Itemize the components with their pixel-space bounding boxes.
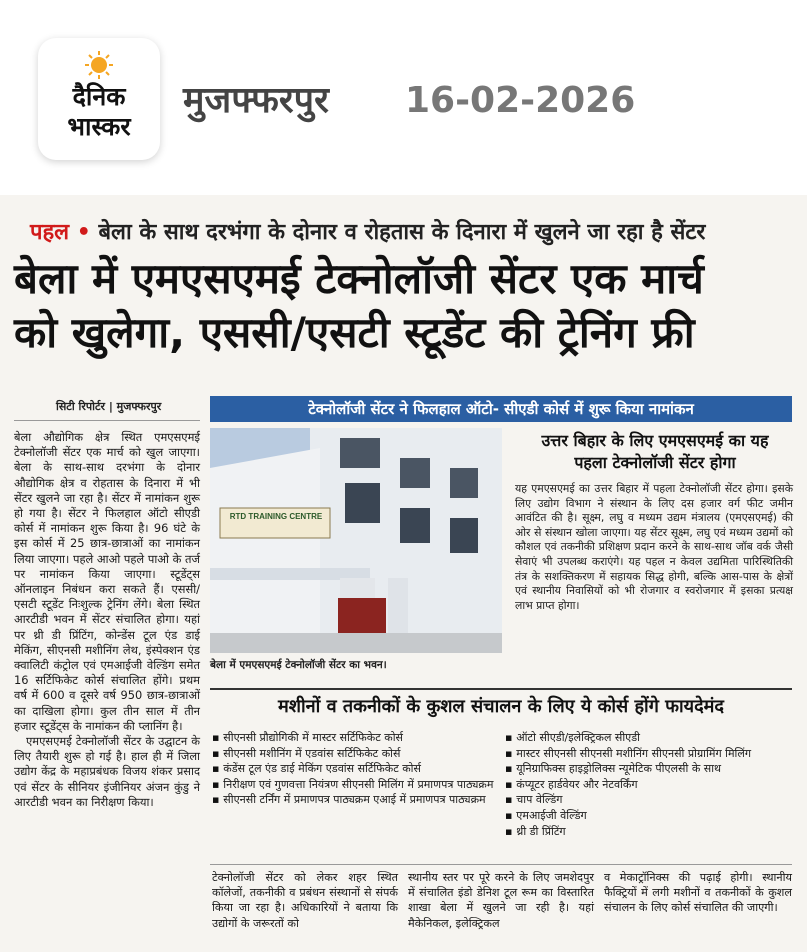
sidebar-heading-line-1: उत्तर बिहार के लिए एमएसएमई का यह [541, 431, 769, 450]
bullet-icon: ▪ [505, 746, 517, 760]
building-photo [210, 428, 502, 653]
bullet-icon: ▪ [505, 731, 517, 744]
section-banner: टेक्नोलॉजी सेंटर ने फिलहाल ऑटो- सीएडी कोर्स में शुरू किया नामांकन [210, 396, 792, 422]
column-1-paragraph-2: एमएसएमई टेक्नोलॉजी सेंटर के उद्घाटन के लिए तैयारी शुरू हो गई है। हाल ही में जिला उद्योग केंद्र के महाप्रबंधक विजय शंकर प्रसाद एवं सेंटर के सीनियर इंजीनियर अंजन कुंडु ने आरटीडी भवन का निरीक्षण किया। [14, 734, 200, 809]
training-centre-sign: RTD TRAINING CENTRE [229, 512, 323, 521]
sidebar-heading [515, 430, 795, 474]
course-item: ▪ मास्टर सीएनसी सीएनसी मशीनिंग सीएनसी प्रोग्रामिंग मिलिंग [505, 746, 752, 760]
kicker-label: पहल • [30, 220, 91, 245]
course-item: ▪ निरीक्षण एवं गुणवत्ता नियंत्रण सीएनसी मिलिंग में प्रमाणपत्र पाठ्यक्रम [212, 777, 494, 791]
course-item: ▪ कंप्यूटर हार्डवेयर और नेटवर्किंग [505, 777, 638, 791]
course-item: ▪ ऑटो सीएडी/इलेक्ट्रिकल सीएडी [505, 731, 640, 744]
sun-icon [84, 50, 114, 80]
headline [14, 252, 794, 360]
kicker-text: बेला के साथ दरभंगा के दोनार व रोहतास के दिनारा में खुलने जा रहा है सेंटर [98, 220, 706, 245]
bottom-column-3: व मेकाट्रॉनिक्स की पढ़ाई होगी। स्थानीय फैक्ट्रियों में लगी मशीनों व तकनीकों के कुशल संचालन के लिए कोर्स संचालित की जाएगी। [604, 871, 792, 915]
bullet-icon: ▪ [505, 808, 517, 822]
courses-heading: मशीनों व तकनीकों के कुशल संचालन के लिए ये कोर्स होंगे फायदेमंद [210, 688, 792, 724]
bullet-icon: ▪ [505, 793, 517, 807]
byline-divider [14, 420, 200, 421]
logo-line-1: दैनिक [72, 82, 126, 111]
course-item: ▪ सीएनसी टर्निंग में प्रमाणपत्र पाठ्यक्रम एआई में प्रमाणपत्र पाठ्यक्रम [212, 793, 486, 807]
kicker [30, 218, 705, 248]
bullet-icon: ▪ [505, 824, 517, 838]
course-item: ▪ थ्री डी प्रिंटिंग [505, 824, 566, 838]
article-column-1 [14, 430, 200, 810]
bottom-divider [210, 864, 792, 865]
sidebar-body: यह एमएसएमई का उत्तर बिहार में पहला टेक्नोलॉजी सेंटर होगा। इसके लिए उद्योग विभाग ने संस्थान के लिए दस हजार वर्ग फीट जमीन आवंटित की है। सूक्ष्म, लघु व मध्यम उद्यम मंत्रालय (एमएसएमई) की ओर से संस्थान खोला जाएगा। यह सेंटर सूक्ष्म, लघु एवं मध्यम उद्यमों को कौशल एवं तकनीकी प्रशिक्षण प्रदान करने के साथ-साथ जॉब वर्क जैसी सेवाएं भी उपलब्ध कराएंगे। यह पहल न केवल उद्यमिता पारिस्थितिकी तंत्र के सशक्तिकरण में सहायक सिद्ध होगी, बल्कि आस-पास के क्षेत्रों एवं स्थानीय निवासियों को भी रोजगार व स्वरोजगार में इसका प्रत्यक्ष लाभ प्राप्त होगा। [515, 482, 793, 612]
bottom-column-2: स्थानीय स्तर पर पूरे करने के लिए जमशेदपुर में संचालित इंडो डेनिश टूल रूम का विस्तारित शाखा बेला में खुलने जा रही है। यहां मैकेनिकल, इलेक्ट्रिकल [408, 871, 594, 930]
course-item: ▪ सीएनसी मशीनिंग में एडवांस सर्टिफिकेट कोर्स [212, 746, 401, 760]
column-1-paragraph-1: बेला औद्योगिक क्षेत्र स्थित एमएसएमई टेक्नोलॉजी सेंटर एक मार्च को खुल जाएगा। बेला के साथ-साथ दरभंगा के दोनार औद्योगिक क्षेत्र व रोहतास के दिनारा में भी सेंटर खुलने जा रहा है। सेंटर में नामांकन शुरू हो गया है। सेंटर ने फिलहाल ऑटो सीएडी कोर्स में नामांकन शुरू किया है। 96 घंटे के इस कोर्स में 25 छात्र-छात्राओं का नामांकन लिया जाएगा। पहले आओ पहले पाओ के तर्ज पर नामांकन किया जाएगा। स्टूडेंट्स ऑनलाइन निबंधन करा सकते हैं। एससी/एसटी स्टूडेंट निःशुल्क ट्रेनिंग लेंगे। बेला स्थित आरटीडी भवन में सेंटर संचालित होगा। यहां पर थ्री डी प्रिंटिंग, कोन्डेंस टूल एंड डाई मेकिंग, सीएनसी मशीनिंग लेथ, इंस्पेक्शन एंड क्वालिटी कंट्रोल एवं एमआईजी वेल्डिंग समेत 16 सर्टिफिकेट कोर्स संचालित होंगे। प्रथम वर्ष में 600 व दूसरे वर्ष 950 छात्र-छात्राओं का दाखिला होगा। कुल तीन साल में तीन हजार स्टूडेंट्स के नामांकन की प्लानिंग है। [14, 430, 200, 733]
courses-list-left [212, 730, 500, 808]
sidebar-heading-line-2: पहला टेक्नोलॉजी सेंटर होगा [574, 453, 736, 472]
building-illustration [210, 428, 502, 653]
logo-line-2: भास्कर [67, 112, 131, 141]
edition-city: मुजफ्फरपुर [183, 80, 329, 121]
course-item: ▪ कंडेंस टूल एंड डाई मेकिंग एडवांस सर्टिफिकेट कोर्स [212, 762, 421, 776]
course-item: ▪ यूनिग्राफिक्स हाइड्रोलिक्स न्यूमेटिक पीएलसी के साथ [505, 762, 722, 776]
bullet-icon: ▪ [212, 746, 224, 760]
course-item: ▪ सीएनसी प्रौद्योगिकी में मास्टर सर्टिफिकेट कोर्स [212, 731, 403, 744]
bullet-icon: ▪ [212, 777, 224, 791]
bullet-icon: ▪ [505, 762, 517, 776]
headline-line-2: को खुलेगा, एससी/एसटी स्टूडेंट की ट्रेनिंग फ्री [14, 308, 695, 357]
bottom-column-1: टेक्नोलॉजी सेंटर को लेकर शहर स्थित कॉलेजों, तकनीकी व प्रबंधन संस्थानों से संपर्क किया जा रहा है। अधिकारियों ने बताया कि उद्योगों के जरूरतों को [212, 871, 398, 930]
bullet-icon: ▪ [212, 731, 224, 744]
bullet-icon: ▪ [212, 762, 224, 776]
course-item: ▪ एमआईजी वेल्डिंग [505, 808, 587, 822]
course-item: ▪ चाप वेल्डिंग [505, 793, 563, 807]
courses-list-right [505, 730, 795, 839]
bullet-icon: ▪ [212, 793, 224, 807]
edition-date: 16-02-2026 [405, 80, 636, 121]
byline: सिटी रिपोर्टर | मुजफ्फरपुर [56, 400, 162, 413]
app-header [0, 0, 807, 190]
headline-line-1: बेला में एमएसएमई टेक्नोलॉजी सेंटर एक मार्च [14, 254, 704, 303]
bullet-icon: ▪ [505, 777, 517, 791]
dainik-bhaskar-logo[interactable] [38, 38, 160, 160]
photo-caption: बेला में एमएसएमई टेक्नोलॉजी सेंटर का भवन। [210, 659, 387, 671]
